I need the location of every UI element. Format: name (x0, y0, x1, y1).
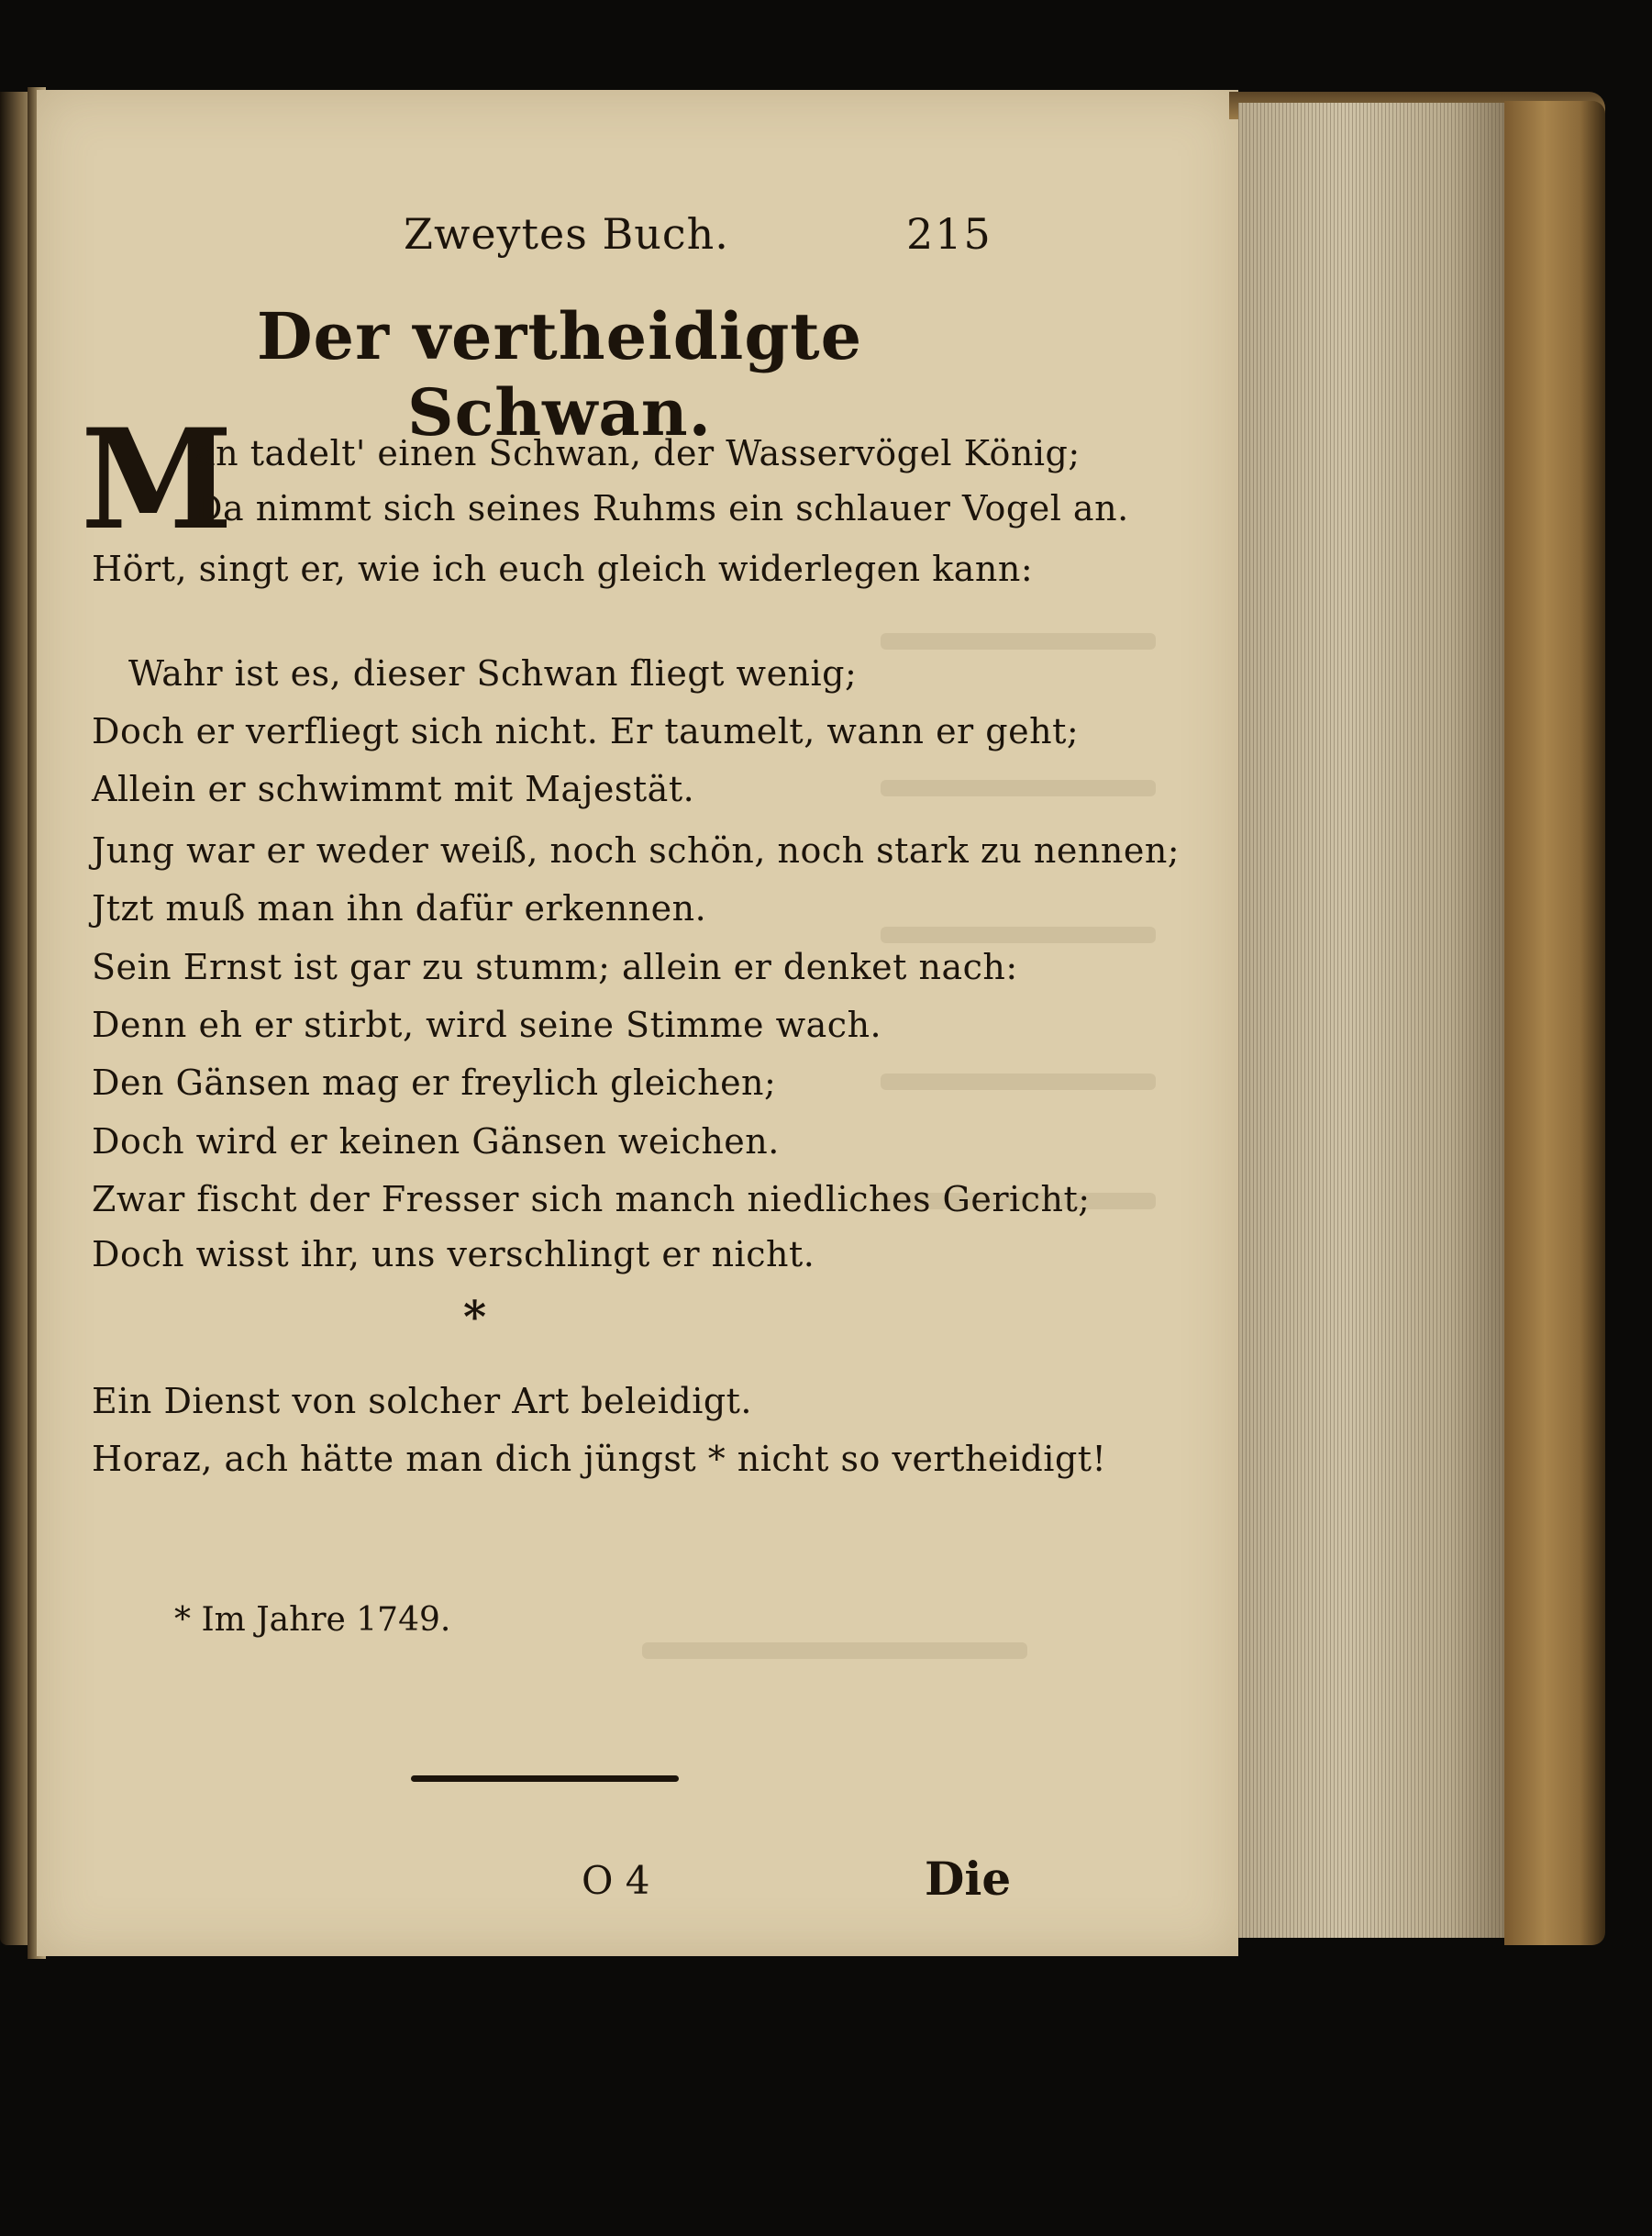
signature-mark: O 4 (582, 1858, 650, 1903)
poem-line: Doch wisst ihr, uns verschlingt er nicht. (92, 1234, 815, 1274)
poem-line: Zwar fischt der Fresser sich manch niedliches Gericht; (92, 1179, 1091, 1219)
running-head: Zweytes Buch. (404, 209, 729, 259)
poem-line: Allein er schwimmt mit Majestät. (92, 769, 695, 809)
poem-line: Doch er verfliegt sich nicht. Er taumelt, wann er geht; (92, 711, 1080, 751)
poem-line: Jtzt muß man ihn dafür erkennen. (92, 888, 707, 929)
moral-line: Ein Dienst von solcher Art beleidigt. (92, 1381, 753, 1421)
poem-line: Sein Ernst ist gar zu stumm; allein er denket nach: (92, 947, 1018, 987)
moral-line: Horaz, ach hätte man dich jüngst * nicht so vertheidigt! (92, 1439, 1107, 1479)
drop-cap: M (81, 399, 234, 561)
poem-line: an tadelt' einen Schwan, der Wasservögel König; (194, 433, 1081, 473)
show-through (642, 1642, 1027, 1659)
show-through (881, 633, 1156, 650)
catchword: Die (925, 1852, 1012, 1906)
page-number: 215 (906, 209, 992, 259)
poem-line: Wahr ist es, dieser Schwan fliegt wenig; (128, 653, 858, 694)
poem-line: Doch wird er keinen Gänsen weichen. (92, 1121, 780, 1162)
poem-line: Den Gänsen mag er freylich gleichen; (92, 1062, 777, 1103)
page-edges (1238, 103, 1504, 1938)
poem-line: Jung war er weder weiß, noch schön, noch stark zu nennen; (92, 830, 1181, 871)
poem-line: Da nimmt sich seines Ruhms ein schlauer Vogel an. (194, 488, 1129, 528)
poem-line: Hört, singt er, wie ich euch gleich widerlegen kann: (92, 549, 1034, 589)
page-header (0, 209, 1652, 273)
leather-binding (1504, 101, 1605, 1945)
section-separator: * (463, 1292, 487, 1343)
closing-rule (411, 1775, 679, 1782)
show-through (881, 780, 1156, 796)
show-through (881, 1074, 1156, 1090)
poem-line: Denn eh er stirbt, wird seine Stimme wach. (92, 1005, 882, 1045)
show-through (881, 927, 1156, 943)
footnote: * Im Jahre 1749. (174, 1601, 451, 1639)
poem-title: Der vertheidigte Schwan. (256, 298, 863, 451)
